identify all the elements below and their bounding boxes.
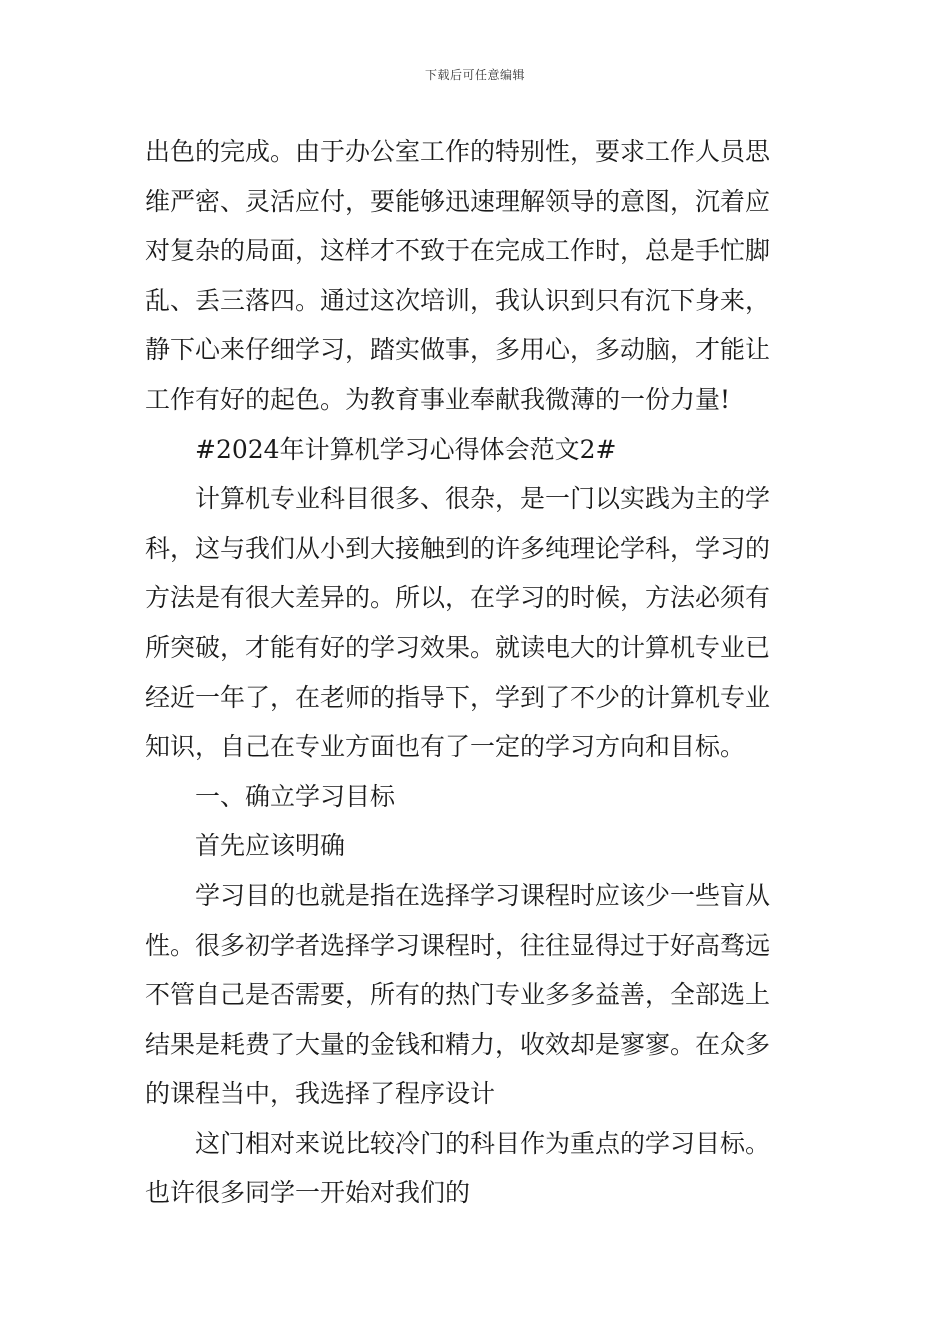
paragraph-line-5: 静下心来仔细学习，踏实做事，多用心，多动脑，才能让 [145,335,771,365]
page-header-note: 下载后可任意编辑 [424,68,525,82]
document-body [145,127,810,1218]
paragraph-line-16: 学习目的也就是指在选择学习课程时应该少一些盲从 [195,880,771,910]
paragraph-line-6: 工作有好的起色。为教育事业奉献我微薄的一份力量! [145,384,731,414]
section-heading: #2024年计算机学习心得体会范文2# [195,434,617,464]
paragraph-line-20: 的课程当中，我选择了程序设计 [145,1079,496,1109]
paragraph-line-10: 方法是有很大差异的。所以，在学习的时候，方法必须有 [145,583,771,613]
paragraph-line-4: 乱、丢三落四。通过这次培训，我认识到只有沉下身来， [145,285,771,315]
paragraph-line-12: 经近一年了，在老师的指导下，学到了不少的计算机专业 [145,682,771,712]
paragraph-line-9: 科，这与我们从小到大接触到的许多纯理论学科，学习的 [145,533,771,563]
paragraph-line-2: 维严密、灵活应付，要能够迅速理解领导的意图，沉着应 [145,186,771,216]
paragraph-line-8: 计算机专业科目很多、很杂，是一门以实践为主的学 [195,484,771,514]
paragraph-line-1: 出色的完成。由于办公室工作的特别性，要求工作人员思 [145,137,771,166]
paragraph-line-19: 结果是耗费了大量的金钱和精力，收效却是寥寥。在众多 [145,1029,771,1059]
paragraph-line-13: 知识，自己在专业方面也有了一定的学习方向和目标。 [145,732,746,762]
paragraph-line-21: 这门相对来说比较冷门的科目作为重点的学习目标。 [195,1128,771,1158]
paragraph-line-11: 所突破，才能有好的学习效果。就读电大的计算机专业已 [145,632,771,662]
paragraph-line-18: 不管自己是否需要，所有的热门专业多多益善，全部选上 [145,980,771,1010]
paragraph-line-17: 性。很多初学者选择学习课程时，往往显得过于好高骛远 [145,930,771,960]
paragraph-line-15: 首先应该明确 [195,831,346,861]
subheading-goal: 一、确立学习目标 [195,781,396,811]
paragraph-line-22: 也许很多同学一开始对我们的 [145,1178,471,1208]
paragraph-line-3: 对复杂的局面，这样才不致于在完成工作时，总是手忙脚 [145,236,771,266]
